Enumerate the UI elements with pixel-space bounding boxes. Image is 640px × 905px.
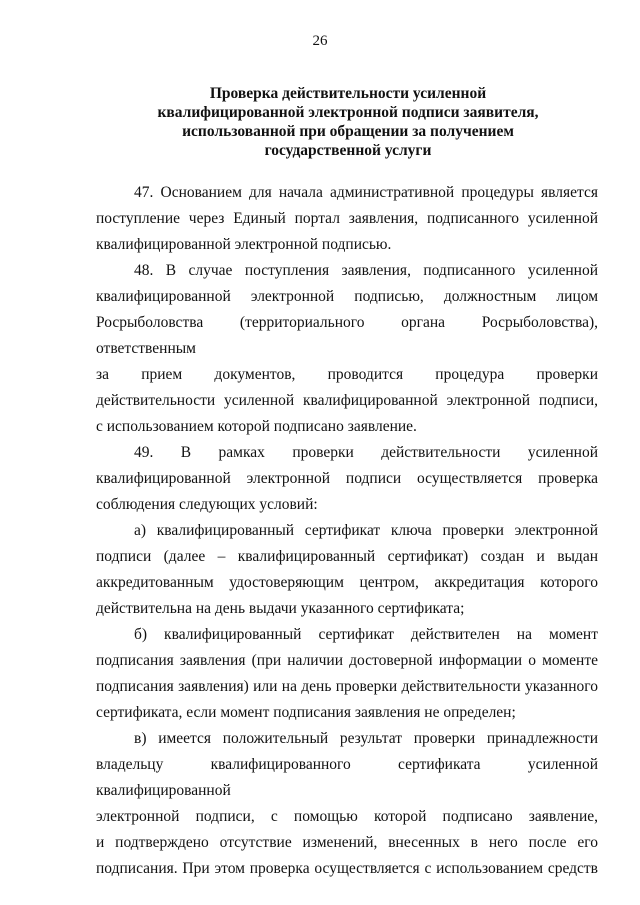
text-line: 47. Основанием для начала административной процедуры является bbox=[134, 184, 598, 201]
list-item-v bbox=[96, 726, 598, 882]
text-line: квалифицированной электронной подписью, должностным лицом bbox=[96, 288, 598, 305]
section-heading bbox=[95, 84, 601, 160]
text-line: подписания. При этом проверка осуществляется с использованием средств bbox=[96, 860, 598, 877]
heading-line: государственной услуги bbox=[264, 142, 432, 159]
text-line: за прием документов, проводится процедура проверки bbox=[96, 366, 598, 383]
text-line: подписания заявления (при наличии достоверной информации о моменте bbox=[96, 652, 598, 669]
text-line: поступление через Единый портал заявления, подписанного усиленной bbox=[96, 210, 598, 227]
paragraph-49 bbox=[96, 440, 598, 518]
text-line: б) квалифицированный сертификат действителен на момент bbox=[134, 626, 598, 643]
text-line: 49. В рамках проверки действительности усиленной bbox=[134, 444, 598, 461]
document-body bbox=[96, 180, 598, 882]
list-item-a bbox=[96, 518, 598, 622]
paragraph-48 bbox=[96, 258, 598, 440]
text-line: в) имеется положительный результат проверки принадлежности bbox=[134, 730, 598, 747]
text-line: а) квалифицированный сертификат ключа проверки электронной bbox=[134, 522, 598, 539]
text-line: подписи (далее – квалифицированный сертификат) создан и выдан bbox=[96, 548, 598, 565]
text-line: владельцу квалифицированного сертификата усиленной квалифицированной bbox=[96, 756, 598, 799]
text-line: действительности усиленной квалифицированной электронной подписи, bbox=[96, 392, 598, 409]
text-line: квалифицированной электронной подписью. bbox=[96, 236, 392, 253]
text-line: Росрыболовства (территориального органа Росрыболовства), ответственным bbox=[96, 314, 598, 357]
text-line: действительна на день выдачи указанного сертификата; bbox=[96, 600, 465, 617]
text-line: сертификата, если момент подписания заявления не определен; bbox=[96, 704, 516, 721]
page-number: 26 bbox=[312, 33, 328, 49]
text-line: подписания заявления) или на день проверки действительности указанного bbox=[96, 678, 598, 695]
text-line: и подтверждено отсутствие изменений, внесенных в него после его bbox=[96, 834, 598, 851]
list-item-b bbox=[96, 622, 598, 726]
paragraph-47 bbox=[96, 180, 598, 258]
text-line: квалифицированной электронной подписи осуществляется проверка bbox=[96, 470, 598, 487]
heading-line: квалифицированной электронной подписи заявителя, bbox=[157, 104, 539, 121]
text-line: соблюдения следующих условий: bbox=[96, 496, 318, 513]
text-line: 48. В случае поступления заявления, подписанного усиленной bbox=[134, 262, 598, 279]
heading-line: использованной при обращении за получением bbox=[182, 123, 514, 140]
text-line: с использованием которой подписано заявление. bbox=[96, 418, 417, 435]
heading-line: Проверка действительности усиленной bbox=[209, 85, 487, 102]
text-line: электронной подписи, с помощью которой подписано заявление, bbox=[96, 808, 598, 825]
text-line: аккредитованным удостоверяющим центром, аккредитация которого bbox=[96, 574, 598, 591]
